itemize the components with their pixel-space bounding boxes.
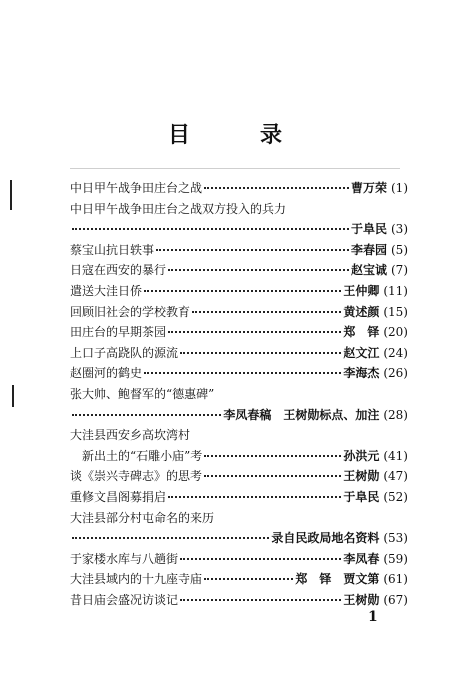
title-char-1: 目 — [167, 122, 190, 148]
margin-mark — [12, 385, 14, 407]
toc-entry-title: 重修文昌阁募捐启 — [70, 489, 167, 504]
toc-entry-title: 谈《崇兴寺碑志》的思考 — [70, 469, 203, 484]
toc-entry-author: 孙洪元 — [343, 448, 380, 463]
toc-entry[interactable] — [70, 549, 408, 570]
toc-entry-page: (41) — [383, 448, 408, 463]
toc-entry-page: (5) — [391, 242, 408, 257]
toc-entry-author: 曹万荣 — [350, 181, 387, 195]
toc-entry-page: (20) — [383, 325, 408, 340]
dot-leader — [180, 351, 341, 354]
toc-entry-title: 昔日庙会盛况访谈记 — [70, 592, 179, 607]
toc-entry-title: 中日甲午战争田庄台之战 — [70, 181, 203, 195]
toc-entry-page: (61) — [383, 572, 408, 587]
toc-entry-author: 李凤春 — [343, 551, 380, 566]
toc-entry-title: 蔡宝山抗日轶事 — [70, 242, 155, 257]
toc-entry-author: 于阜民 — [350, 222, 387, 237]
page-number: 1 — [368, 609, 378, 625]
toc-entry-author: 赵宝诚 — [350, 263, 387, 278]
page-title — [0, 118, 450, 149]
toc-entry[interactable] — [70, 281, 408, 302]
dot-leader — [204, 186, 349, 189]
toc-entry-author: 录自民政局地名资料 — [271, 531, 380, 546]
dot-leader — [168, 495, 341, 498]
toc-entry-title: 于家楼水库与八趟街 — [70, 551, 179, 566]
toc-entry[interactable] — [70, 405, 408, 426]
toc-entry[interactable] — [70, 178, 408, 199]
toc-entry[interactable] — [70, 528, 408, 549]
toc-entry[interactable] — [70, 343, 408, 364]
toc-entry-author: 黄述颜 — [343, 304, 380, 319]
toc-entry-title: 遣送大洼日侨 — [70, 283, 143, 298]
toc-entry[interactable] — [70, 302, 408, 323]
toc-entry-page: (53) — [383, 531, 408, 546]
toc-entry-title: 日寇在西安的暴行 — [70, 263, 167, 278]
toc-entry-page: (1) — [391, 181, 408, 195]
toc-entry-page: (24) — [383, 345, 408, 360]
dot-leader — [192, 310, 341, 313]
toc-entry[interactable] — [70, 260, 408, 281]
dot-leader — [180, 598, 341, 601]
table-of-contents — [70, 178, 408, 610]
toc-entry-title: 张大帅、鲍督军的“德惠碑” — [70, 386, 215, 401]
toc-entry[interactable] — [70, 384, 408, 405]
toc-entry-page: (3) — [391, 222, 408, 237]
toc-entry-title: 大洼县域内的十九座寺庙 — [70, 572, 203, 587]
toc-entry-author: 李春园 — [350, 242, 387, 257]
dot-leader — [204, 474, 341, 477]
toc-entry[interactable] — [70, 322, 408, 343]
toc-entry-author: 郑 铎 — [343, 325, 380, 340]
toc-entry-title: 上口子高跷队的源流 — [70, 345, 179, 360]
dot-leader — [72, 413, 221, 416]
dot-leader — [72, 536, 269, 539]
dot-leader — [72, 227, 349, 230]
toc-entry-page: (47) — [383, 469, 408, 484]
toc-entry[interactable] — [70, 569, 408, 590]
toc-entry[interactable] — [70, 363, 408, 384]
toc-entry-page: (28) — [383, 407, 408, 422]
toc-entry-author: 王树勋 — [343, 469, 380, 484]
toc-entry-author: 于阜民 — [343, 489, 380, 504]
toc-entry-title: 大洼县西安乡高坎湾村 — [70, 428, 191, 443]
title-rule — [70, 168, 400, 169]
dot-leader — [144, 289, 341, 292]
toc-entry[interactable] — [70, 446, 408, 467]
toc-entry-page: (26) — [383, 366, 408, 381]
toc-entry[interactable] — [70, 425, 408, 446]
dot-leader — [144, 371, 341, 374]
toc-entry[interactable] — [70, 487, 408, 508]
toc-entry-page: (15) — [383, 304, 408, 319]
toc-entry-title: 新出土的“石雕小庙”考 — [82, 448, 203, 463]
toc-entry-author: 郑 铎 贾文第 — [295, 572, 380, 587]
toc-entry-title: 中日甲午战争田庄台之战双方投入的兵力 — [70, 201, 287, 216]
toc-entry-title: 田庄台的早期茶园 — [70, 325, 167, 340]
toc-entry-page: (67) — [383, 592, 408, 607]
toc-entry-author: 李凤春稿 王树勋标点、加注 — [223, 407, 380, 422]
toc-entry[interactable] — [70, 240, 408, 261]
toc-entry-page: (11) — [383, 283, 408, 298]
title-char-2: 录 — [260, 122, 283, 148]
toc-entry-page: (7) — [391, 263, 408, 278]
dot-leader — [168, 268, 349, 271]
dot-leader — [168, 330, 341, 333]
toc-entry[interactable] — [70, 508, 408, 529]
toc-entry-title: 赵圈河的鹤史 — [70, 366, 143, 381]
toc-entry-author: 王树勋 — [343, 592, 380, 607]
dot-leader — [204, 577, 293, 580]
toc-entry-title: 大洼县部分村屯命名的来历 — [70, 510, 215, 525]
toc-entry-author: 王仲卿 — [343, 283, 380, 298]
toc-entry[interactable] — [70, 199, 408, 220]
toc-entry-page: (52) — [383, 489, 408, 504]
dot-leader — [156, 248, 349, 251]
toc-entry-page: (59) — [383, 551, 408, 566]
toc-entry-author: 赵文江 — [343, 345, 380, 360]
toc-entry-author: 李海杰 — [343, 366, 380, 381]
toc-entry[interactable] — [70, 466, 408, 487]
toc-entry[interactable] — [70, 590, 408, 611]
margin-mark — [10, 180, 12, 210]
toc-entry[interactable] — [70, 219, 408, 240]
dot-leader — [180, 557, 341, 560]
dot-leader — [204, 454, 341, 457]
toc-entry-title: 回顾旧社会的学校教育 — [70, 304, 191, 319]
